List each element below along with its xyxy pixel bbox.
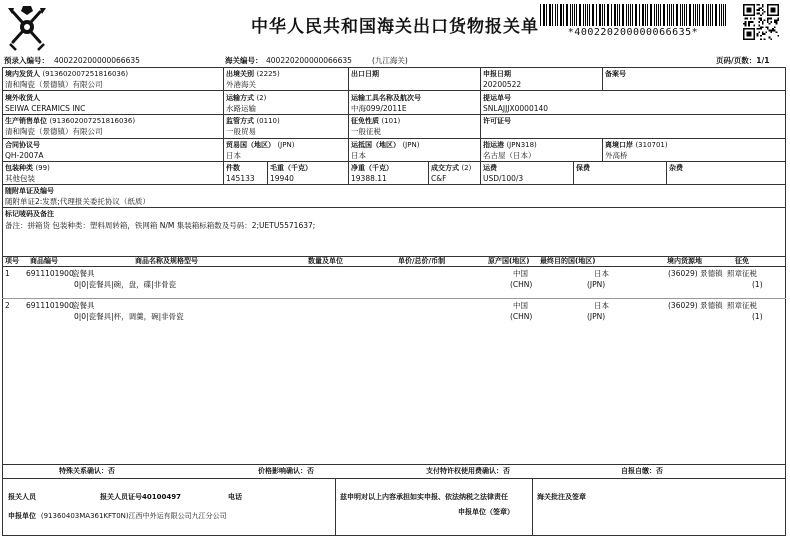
goods-spec: 0|0|瓷餐具|杯，调羹，碗|非骨瓷	[74, 312, 184, 321]
qr-module	[748, 23, 750, 25]
record-no-label: 备案号	[605, 70, 626, 78]
levy-nature-value: 一般征税	[351, 127, 381, 136]
trade-country-code: (JPN)	[277, 141, 295, 149]
barcode-bar	[617, 4, 618, 26]
goods-header-price: 单价/总价/币制	[398, 257, 446, 265]
transaction-mode-value: C&F	[431, 174, 447, 183]
transport-mode-code: (2)	[256, 94, 267, 102]
goods-item-no: 2	[5, 301, 10, 310]
qr-code-icon	[743, 4, 779, 40]
qr-module	[764, 33, 766, 35]
customs-port: (九江海关)	[372, 56, 408, 65]
goods-header-item-no: 项号	[5, 257, 19, 265]
goods-origin: 中国	[513, 269, 528, 278]
barcode-bar	[622, 4, 624, 26]
goods-spec: 0|0|瓷餐具|碗，盘，碟|非骨瓷	[74, 280, 177, 289]
qr-module	[750, 18, 752, 20]
self-report-confirm: 自报自缴：否	[621, 467, 663, 475]
barcode-bar	[663, 4, 665, 26]
qr-module	[745, 23, 747, 25]
qr-module	[758, 21, 760, 23]
barcode-bar	[680, 4, 681, 26]
declarant-label: 报关人员	[8, 493, 36, 501]
license-no-label: 许可证号	[483, 117, 511, 125]
trade-country-label: 贸易国（地区）	[226, 141, 275, 149]
qr-module	[746, 7, 751, 12]
goods-levy: 照章征税	[727, 269, 757, 278]
goods-item-no: 1	[5, 269, 10, 278]
phone-label: 电话	[228, 493, 242, 501]
pre-entry-label: 预录入编号：	[4, 56, 49, 65]
barcode-bar	[706, 4, 707, 26]
barcode-bar	[686, 4, 687, 26]
barcode-bar	[611, 4, 612, 26]
dest-port-value: 名古屋（日本）	[483, 151, 536, 160]
barcode-bar	[574, 4, 575, 26]
barcode-bar	[671, 4, 672, 26]
misc-fee-label: 杂费	[669, 164, 683, 172]
overseas-consignee-value: SEIWA CERAMICS INC	[5, 104, 86, 113]
page-info: 页码/页数：1/1	[716, 56, 770, 65]
exit-port-code: (310701)	[635, 141, 668, 149]
qr-module	[757, 33, 759, 35]
barcode-bar	[557, 4, 558, 26]
qr-module	[762, 9, 764, 11]
insurance-label: 保费	[576, 164, 590, 172]
goods-hs-code: 6911101900	[26, 301, 74, 310]
dest-country-value: 日本	[351, 151, 366, 160]
exit-customs-label: 出境关别	[226, 70, 254, 78]
qr-module	[748, 25, 750, 27]
dest-country-label: 运抵国（地区）	[351, 141, 400, 149]
barcode-bar	[695, 4, 696, 26]
barcode-bar	[543, 4, 545, 26]
qr-module	[774, 21, 776, 23]
bill-no-label: 提运单号	[483, 94, 511, 102]
barcode-bar	[587, 4, 588, 26]
qr-module	[769, 37, 771, 39]
barcode-bar	[712, 4, 713, 26]
barcode-bar	[560, 4, 562, 26]
gross-weight-label: 毛重（千克）	[270, 164, 312, 172]
domestic-shipper-code: (913602007251816036)	[42, 70, 129, 78]
qr-module	[777, 19, 779, 21]
gross-weight-value: 19940	[270, 174, 294, 183]
barcode-bar	[626, 4, 627, 26]
goods-dest-code: (JPN)	[587, 280, 606, 289]
qr-module	[746, 31, 751, 36]
declarant-cert: 报关人员证号40100497	[100, 493, 181, 501]
qr-module	[762, 6, 764, 8]
barcode-bar	[628, 4, 629, 26]
supervision-mode-label: 监管方式	[226, 117, 254, 125]
barcode-bar	[715, 4, 717, 26]
producer-code: (913602007251816036)	[49, 117, 136, 125]
customs-no-label: 海关编号：	[225, 56, 263, 65]
qr-module	[760, 18, 762, 20]
barcode-bar	[721, 4, 722, 26]
qr-module	[774, 19, 776, 21]
qr-module	[769, 23, 771, 25]
levy-nature-label: 征免性质	[351, 117, 379, 125]
barcode-bar	[563, 4, 564, 26]
barcode	[538, 4, 728, 26]
qr-module	[760, 26, 762, 28]
freight-label: 运费	[483, 164, 497, 172]
goods-name: 瓷餐具	[72, 269, 95, 278]
qr-module	[760, 28, 762, 30]
barcode-bar	[682, 4, 683, 26]
barcode-bar	[693, 4, 694, 26]
barcode-bar	[710, 4, 711, 26]
goods-header-qty-unit: 数量及单位	[308, 257, 343, 265]
barcode-bar	[614, 4, 616, 26]
qr-module	[762, 13, 764, 15]
qr-module	[757, 9, 759, 11]
goods-levy-code: (1)	[752, 280, 763, 289]
barcode-bar	[579, 4, 581, 26]
qr-module	[745, 18, 747, 20]
goods-levy: 照章征税	[727, 301, 757, 310]
barcode-bar	[654, 4, 655, 26]
freight-value: USD/100/3	[483, 174, 524, 183]
barcode-bar	[684, 4, 685, 26]
transport-mode-label: 运输方式	[226, 94, 254, 102]
barcode-bar	[572, 4, 573, 26]
qr-module	[767, 19, 769, 21]
package-type-label: 包装种类	[5, 164, 33, 172]
qr-module	[758, 13, 760, 15]
barcode-bar	[647, 4, 648, 26]
domestic-shipper-value: 清和陶瓷（景德镇）有限公司	[5, 80, 103, 89]
goods-header-name-spec: 商品名称及规格型号	[135, 257, 198, 265]
declaration-statement: 兹申明对以上内容承担如实申报、依法纳税之法律责任	[340, 493, 508, 501]
barcode-bar	[699, 4, 700, 26]
barcode-bar	[592, 4, 594, 26]
qr-module	[770, 21, 772, 23]
dest-port-code: (JPN318)	[506, 141, 537, 149]
barcode-bar	[639, 4, 640, 26]
barcode-bar	[585, 4, 586, 26]
goods-header-final-dest: 最终目的国(地区)	[540, 257, 596, 265]
qr-module	[757, 4, 759, 6]
pre-entry-value: 400220200000066635	[54, 56, 140, 65]
bill-no-value: SNLAJJJX0000140	[483, 104, 549, 113]
barcode-bar	[555, 4, 556, 26]
qr-module	[765, 26, 767, 28]
barcode-bar	[552, 4, 553, 26]
contract-no-value: QH-2007A	[5, 151, 44, 160]
barcode-bar	[645, 4, 646, 26]
qr-module	[757, 28, 759, 30]
supervision-mode-code: (0110)	[256, 117, 280, 125]
qr-module	[758, 31, 760, 33]
qr-module	[767, 26, 769, 28]
qr-module	[770, 18, 772, 20]
qr-module	[777, 35, 779, 37]
qr-module	[776, 31, 778, 33]
qr-module	[748, 21, 750, 23]
goods-header-levy: 征免	[735, 257, 749, 265]
barcode-bar	[669, 4, 670, 26]
barcode-bar	[607, 4, 609, 26]
barcode-bar	[702, 4, 704, 26]
barcode-bar	[725, 4, 726, 26]
supervision-mode-value: 一般贸易	[226, 127, 256, 136]
qr-module	[758, 28, 760, 30]
barcode-bar	[656, 4, 657, 26]
declare-unit-value: (91360403MA361KFT0N)江西中外运有限公司九江分公司	[40, 512, 227, 520]
goods-origin: 中国	[513, 301, 528, 310]
barcode-bar	[676, 4, 678, 26]
transport-tool-label: 运输工具名称及航次号	[351, 94, 421, 102]
qr-module	[776, 23, 778, 25]
pieces-label: 件数	[226, 164, 240, 172]
barcode-bar	[589, 4, 590, 26]
qr-module	[760, 14, 762, 16]
special-relation-confirm: 特殊关系确认：否	[59, 467, 115, 475]
price-influence-confirm: 价格影响确认：否	[258, 467, 314, 475]
customs-approval-label: 海关批注及签章	[537, 493, 586, 501]
qr-module	[770, 38, 772, 40]
producer-value: 清和陶瓷（景德镇）有限公司	[5, 127, 103, 136]
qr-module	[753, 25, 755, 27]
qr-module	[760, 35, 762, 37]
barcode-bar	[540, 4, 541, 26]
barcode-bar	[619, 4, 620, 26]
goods-dest-code: (JPN)	[587, 312, 606, 321]
qr-module	[758, 7, 760, 9]
qr-module	[752, 21, 754, 23]
producer-label: 生产销售单位	[5, 117, 47, 125]
barcode-bar	[576, 4, 577, 26]
attached-docs-value: 随附单证2:发票;代理报关委托协议（纸质）	[5, 197, 150, 206]
goods-origin-code: (CHN)	[510, 312, 533, 321]
barcode-bar	[658, 4, 659, 26]
barcode-bar	[549, 4, 551, 26]
goods-hs-code: 6911101900	[26, 269, 74, 278]
domestic-shipper-label: 境内发货人	[5, 70, 40, 78]
barcode-bar	[708, 4, 709, 26]
qr-module	[760, 7, 762, 9]
transport-mode-value: 水路运输	[226, 104, 256, 113]
exit-customs-value: 外港海关	[226, 80, 256, 89]
qr-module	[762, 31, 764, 33]
goods-name: 瓷餐具	[72, 301, 95, 310]
qr-module	[762, 26, 764, 28]
barcode-bar	[673, 4, 674, 26]
qr-module	[764, 38, 766, 40]
barcode-bar	[667, 4, 668, 26]
barcode-bar	[604, 4, 605, 26]
declare-seal-label: 申报单位（签章）	[458, 508, 514, 516]
qr-module	[745, 25, 747, 27]
qr-module	[762, 23, 764, 25]
qr-module	[774, 26, 776, 28]
qr-module	[753, 18, 755, 20]
qr-module	[762, 33, 764, 35]
marks-label: 标记唛码及备注	[5, 210, 54, 218]
pieces-value: 145133	[226, 174, 255, 183]
barcode-bar	[697, 4, 698, 26]
barcode-bar	[599, 4, 601, 26]
qr-module	[769, 30, 771, 32]
transport-tool-value: 中海099/2011E	[351, 104, 407, 113]
qr-module	[767, 18, 769, 20]
qr-module	[758, 4, 760, 6]
barcode-bar	[660, 4, 661, 26]
qr-module	[767, 21, 769, 23]
net-weight-value: 19388.11	[351, 174, 387, 183]
royalty-confirm: 支付特许权使用费确认：否	[426, 467, 510, 475]
qr-module	[743, 23, 745, 25]
contract-no-label: 合同协议号	[5, 141, 40, 149]
goods-header-hs-code: 商品编号	[30, 257, 58, 265]
barcode-bar	[719, 4, 720, 26]
declare-date-value: 20200522	[483, 80, 522, 89]
qr-module	[746, 18, 748, 20]
package-type-code: (99)	[35, 164, 50, 172]
qr-module	[760, 38, 762, 40]
package-type-value: 其他包装	[5, 174, 35, 183]
barcode-bar	[642, 4, 644, 26]
goods-header-origin: 原产国(地区)	[488, 257, 530, 265]
exit-port-label: 离境口岸	[605, 141, 633, 149]
qr-module	[750, 21, 752, 23]
qr-module	[758, 18, 760, 20]
barcode-bar	[632, 4, 633, 26]
declare-unit-label: 申报单位	[8, 512, 36, 520]
qr-module	[767, 28, 769, 30]
barcode-bar	[635, 4, 637, 26]
net-weight-label: 净重（千克）	[351, 164, 393, 172]
goods-source: (36029) 景德镇	[668, 301, 723, 310]
barcode-bar	[596, 4, 597, 26]
qr-module	[774, 30, 776, 32]
barcode-bar	[689, 4, 691, 26]
qr-module	[762, 21, 764, 23]
goods-source: (36029) 景德镇	[668, 269, 723, 278]
barcode-bar	[630, 4, 631, 26]
document-title: 中华人民共和国海关出口货物报关单	[251, 17, 539, 37]
qr-module	[762, 4, 764, 6]
qr-module	[772, 30, 774, 32]
barcode-bar	[546, 4, 547, 26]
qr-module	[765, 31, 767, 33]
customs-no-value: 400220200000066635	[266, 56, 352, 65]
barcode-text: *400220200000066635*	[567, 27, 699, 38]
exit-port-value: 外高桥	[605, 151, 628, 160]
goods-levy-code: (1)	[752, 312, 763, 321]
barcode-bar	[650, 4, 652, 26]
goods-dest: 日本	[594, 301, 609, 310]
barcode-bar	[723, 4, 724, 26]
barcode-bar	[602, 4, 603, 26]
qr-module	[769, 18, 771, 20]
levy-nature-code: (101)	[381, 117, 401, 125]
qr-module	[764, 19, 766, 21]
transaction-mode-code: (2)	[461, 164, 472, 172]
barcode-bar	[583, 4, 584, 26]
goods-header-domestic-source: 境内货源地	[667, 257, 702, 265]
qr-module	[770, 7, 775, 12]
qr-module	[758, 9, 760, 11]
goods-origin-code: (CHN)	[510, 280, 533, 289]
qr-module	[770, 30, 772, 32]
attached-docs-label: 随附单证及编号	[5, 187, 54, 195]
declare-date-label: 申报日期	[483, 70, 511, 78]
qr-module	[764, 11, 766, 13]
exit-customs-code: (2225)	[256, 70, 280, 78]
qr-module	[772, 28, 774, 30]
qr-module	[777, 18, 779, 20]
dest-port-label: 指运港	[483, 141, 504, 149]
qr-module	[770, 31, 772, 33]
barcode-bar	[566, 4, 568, 26]
trade-country-value: 日本	[226, 151, 241, 160]
barcode-bar	[570, 4, 571, 26]
qr-module	[757, 35, 759, 37]
qr-module	[758, 25, 760, 27]
qr-module	[760, 19, 762, 21]
goods-dest: 日本	[594, 269, 609, 278]
qr-module	[776, 19, 778, 21]
transaction-mode-label: 成交方式	[431, 164, 459, 172]
qr-module	[776, 21, 778, 23]
dest-country-code: (JPN)	[402, 141, 420, 149]
export-date-label: 出口日期	[351, 70, 379, 78]
marks-value: 备注：拼箱货 包装种类：塑料周转箱，铁网箱 N/M 集装箱标箱数及号码：2;UETU5571637;	[5, 221, 316, 230]
overseas-consignee-label: 境外收货人	[5, 94, 40, 102]
qr-module	[745, 21, 747, 23]
qr-module	[757, 13, 759, 15]
